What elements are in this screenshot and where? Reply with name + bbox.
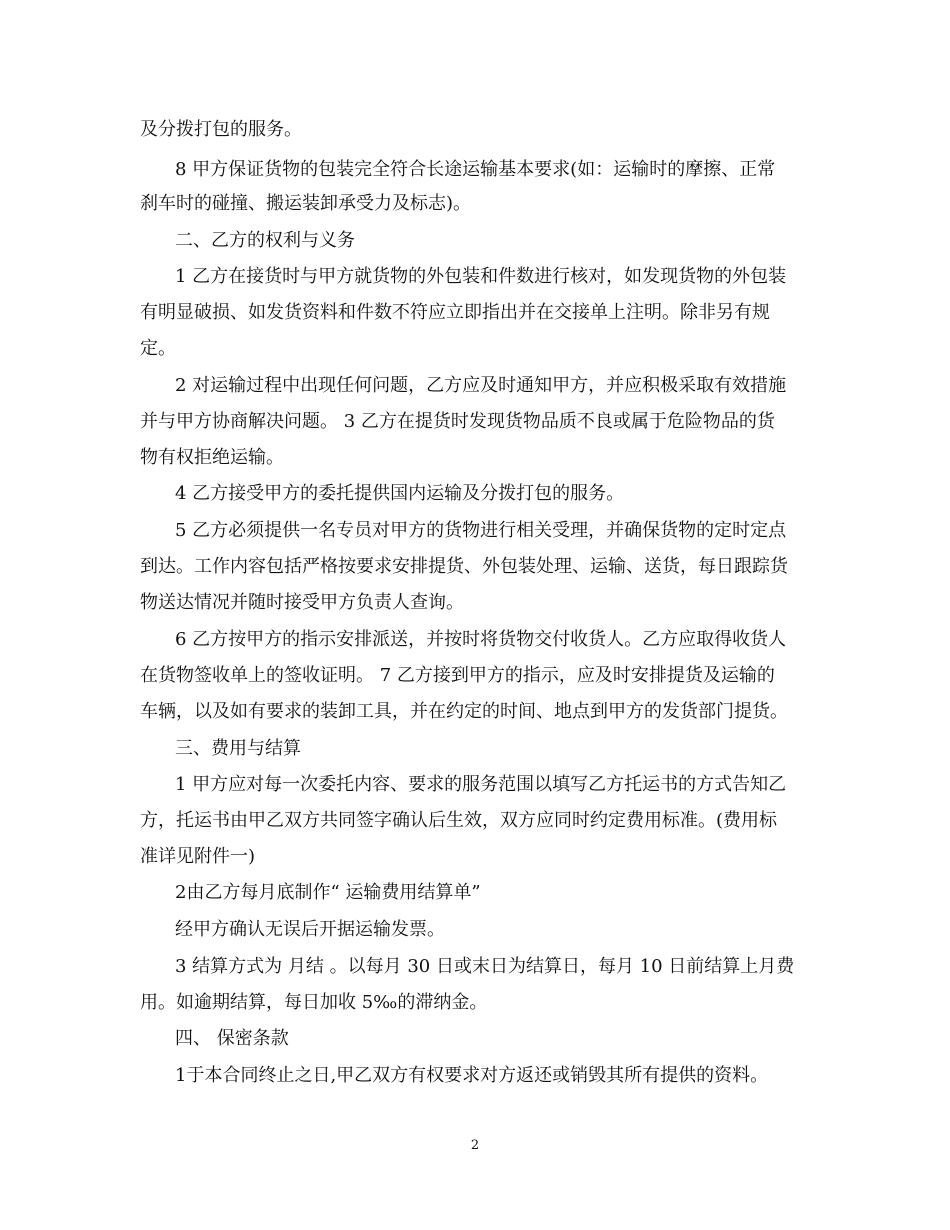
- text-line: 1 乙方在接货时与甲方就货物的外包装和件数进行核对，如发现货物的外包装: [175, 266, 787, 287]
- text-line: 1 甲方应对每一次委托内容、要求的服务范围以填写乙方托运书的方式告知乙: [175, 774, 787, 795]
- text-line: 准详见附件一): [140, 846, 256, 867]
- text-line: 刹车时的碰撞、搬运装卸承受力及标志)。: [140, 193, 472, 214]
- text-line: 定。: [140, 338, 176, 359]
- section-heading: 三、费用与结算: [175, 738, 301, 759]
- text-line: 用。如逾期结算，每日加收 5‰的滞纳金。: [140, 992, 488, 1013]
- text-line: 方，托运书由甲乙双方共同签字确认后生效，双方应同时约定费用标准。(费用标: [140, 810, 778, 831]
- page-number: 2: [470, 1138, 480, 1153]
- text-line: 车辆，以及如有要求的装卸工具，并在约定的时间、地点到甲方的发货部门提货。: [140, 701, 788, 722]
- text-line: 并与甲方协商解决问题。 3 乙方在提货时发现货物品质不良或属于危险物品的货: [140, 411, 775, 432]
- text-line: 3 结算方式为 月结 。以每月 30 日或末日为结算日，每月 10 日前结算上月费: [175, 956, 795, 977]
- text-line: 到达。工作内容包括严格按要求安排提货、外包装处理、运输、送货，每日跟踪货: [140, 556, 788, 577]
- text-line: 4 乙方接受甲方的委托提供国内运输及分拨打包的服务。: [175, 483, 625, 504]
- text-line: 6 乙方按甲方的指示安排派送，并按时将货物交付收货人。乙方应取得收货人: [175, 629, 787, 650]
- text-line: 2 对运输过程中出现任何问题，乙方应及时通知甲方，并应积极采取有效措施: [175, 375, 787, 396]
- text-line: 有明显破损、如发货资料和件数不符应立即指出并在交接单上注明。除非另有规: [140, 302, 770, 323]
- text-line: 经甲方确认无误后开据运输发票。: [175, 919, 445, 940]
- text-line: 物有权拒绝运输。: [140, 447, 284, 468]
- text-line: 1于本合同终止之日,甲乙双方有权要求对方返还或销毁其所有提供的资料。: [175, 1065, 769, 1086]
- text-line: 及分拨打包的服务。: [140, 119, 302, 140]
- section-heading: 二、乙方的权利与义务: [175, 230, 355, 251]
- text-line: 物送达情况并随时接受甲方负责人查询。: [140, 592, 464, 613]
- text-line: 8 甲方保证货物的包装完全符合长途运输基本要求(如：运输时的摩擦、正常: [175, 159, 776, 180]
- text-line: 5 乙方必须提供一名专员对甲方的货物进行相关受理，并确保货物的定时定点: [175, 520, 787, 541]
- text-line: 2由乙方每月底制作“ 运输费用结算单”: [175, 882, 481, 903]
- section-heading: 四、 保密条款: [175, 1028, 289, 1049]
- text-line: 在货物签收单上的签收证明。 7 乙方接到甲方的指示，应及时安排提货及运输的: [140, 665, 775, 686]
